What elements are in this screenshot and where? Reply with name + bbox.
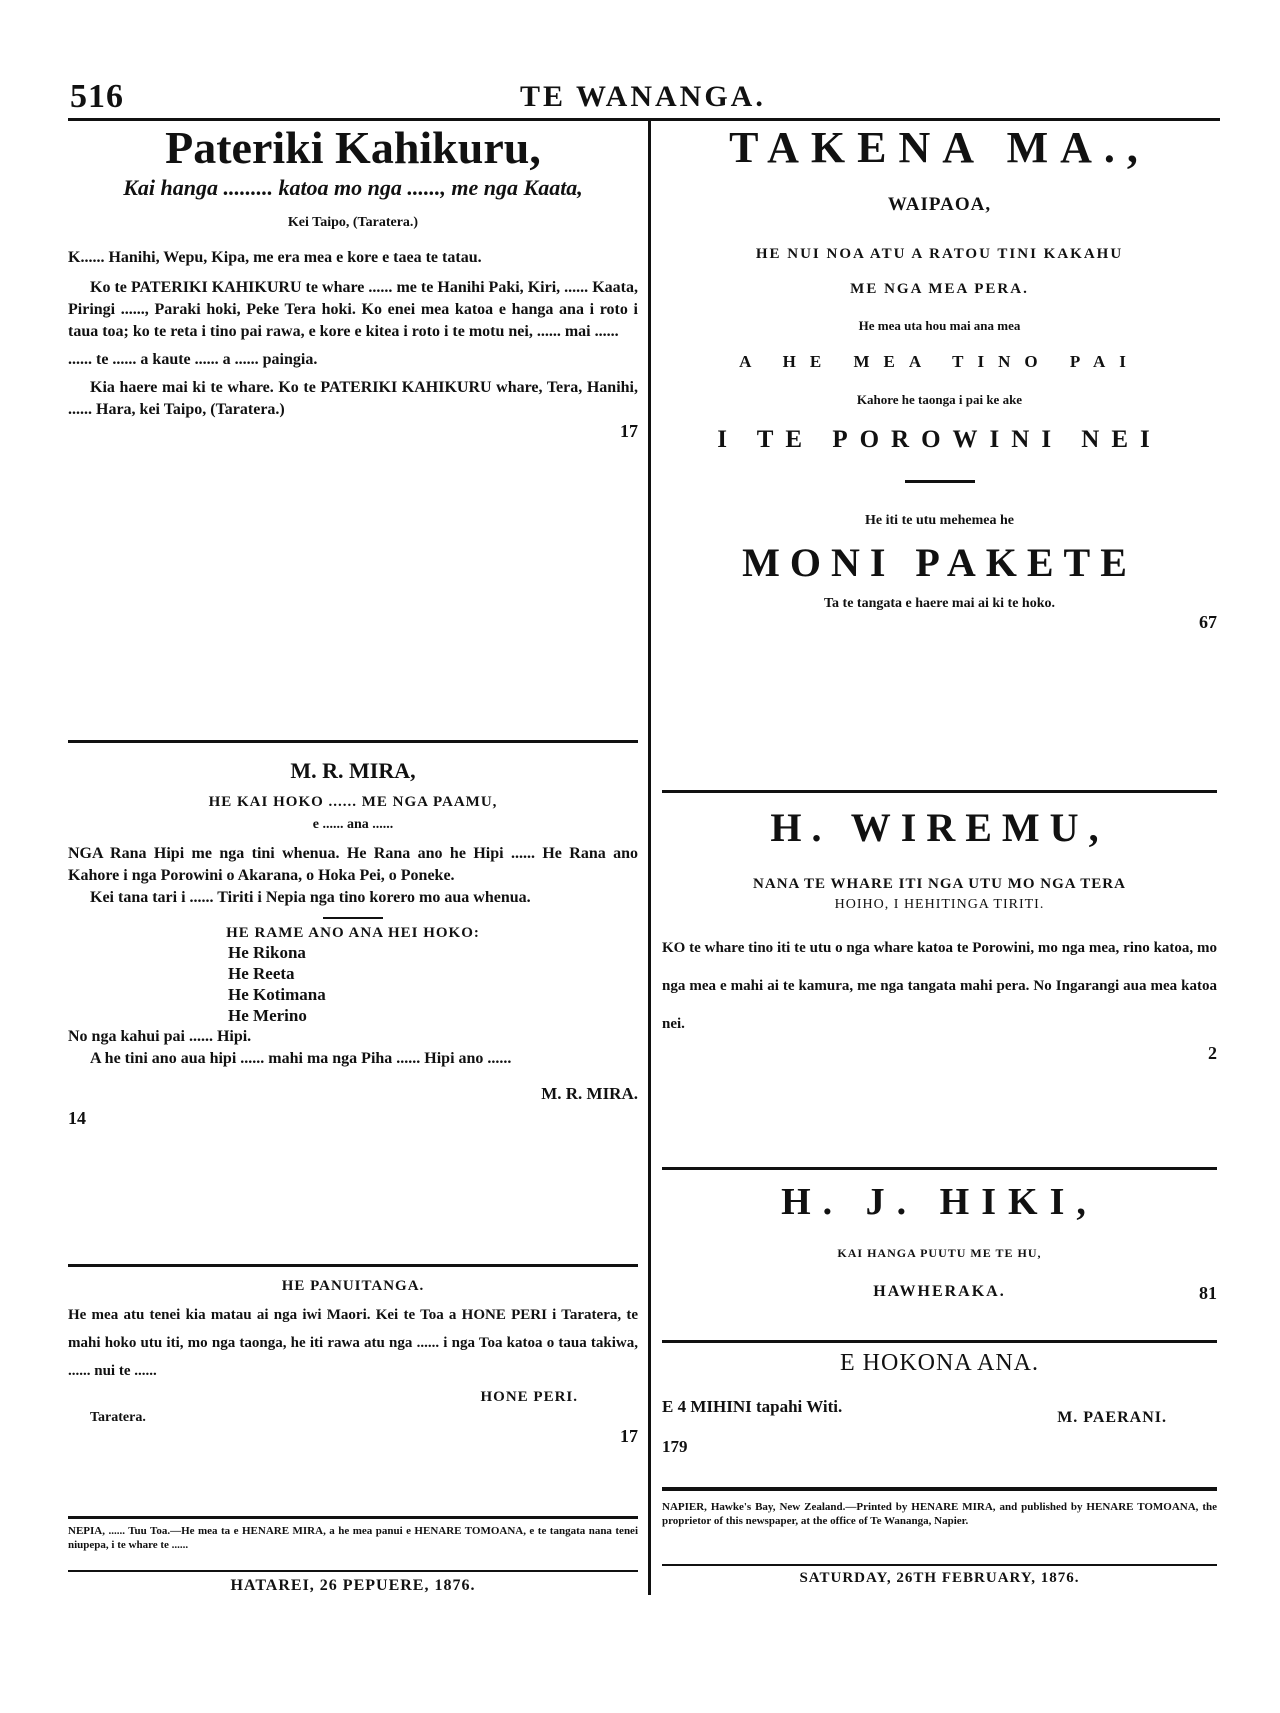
section-rule [662, 790, 1217, 793]
ad-heading: HE RAME ANO ANA HEI HOKO: [226, 925, 480, 941]
ad-body: Ko te PATERIKI KAHIKURU te whare ...... me te Hanihi Paki, Kiri, ...... Kaata, Piringi ......, Paraki hoki, Peke Tera hoki. Ko enei mea katoa e hanga ana i roto i taua toa; ko te reta i tino pai rawa, e kore e kitea i roto i te motu nei, ...... mai ...... [68, 279, 638, 340]
ad-title: Pateriki Kahikuru, [165, 122, 541, 173]
column-divider [648, 120, 651, 1595]
list-item: He Rikona [228, 943, 306, 962]
ad-subtitle: NANA TE WHARE ITI NGA UTU MO NGA TERA [753, 876, 1126, 892]
ad-body: He mea atu tenei kia matau ai nga iwi Maori. Kei te Toa a HONE PERI i Taratera, te mahi hoko utu iti, mo nga taonga, he iti rawa atu nga ...... i nga Toa katoa o taua takiwa, ...... nui te ...... [68, 1307, 638, 1379]
ad-line: He mea uta hou mai ana mea [858, 318, 1021, 333]
ad-place: WAIPAOA, [887, 194, 992, 215]
short-rule [323, 917, 383, 919]
ad-subtitle: KAI HANGA PUUTU ME TE HU, [837, 1246, 1042, 1260]
ad-number: 81 [1199, 1283, 1217, 1303]
ad-hiki [662, 1180, 1217, 1313]
list-item: He Reeta [228, 964, 295, 983]
ad-hokona [662, 1350, 1217, 1457]
section-rule [68, 1570, 638, 1572]
ad-number: 67 [1199, 612, 1217, 632]
ad-takena [662, 122, 1217, 633]
breed-list [68, 942, 638, 1026]
ad-body: Kia haere mai ki te whare. Ko te PATERIKI KAHIKURU whare, Tera, Hanihi, ...... Hara, kei Taipo, (Taratera.) [68, 379, 638, 418]
ad-body: KO te whare tino iti te utu o nga whare katoa te Porowini, mo nga mea, rino katoa, mo nga mea e mahi ai te kamura, me nga tangata mahi pera. No Ingarangi aua mea katoa nei. [662, 940, 1217, 1032]
ad-place: HAWHERAKA. [873, 1283, 1006, 1300]
ad-line: Kahore he taonga i pai ke ake [856, 392, 1023, 407]
ad-title: H. J. HIKI, [781, 1181, 1098, 1223]
ad-title: TAKENA MA., [729, 123, 1150, 172]
list-item: He Merino [228, 1006, 307, 1025]
ad-body: NGA Rana Hipi me nga tini whenua. He Rana ano he Hipi ...... He Rana ano Kahore i nga Porowini o Akarana, o Hoka Pei, o Poneke. [68, 845, 638, 884]
short-rule [905, 480, 975, 483]
ad-line: Ta te tangata e haere mai ai ki te hoko. [824, 596, 1055, 611]
ad-mira [68, 758, 638, 1129]
ad-place: Kei Taipo, (Taratera.) [287, 215, 419, 230]
header-rule [68, 118, 1220, 121]
section-rule [662, 1167, 1217, 1170]
imprint: NAPIER, Hawke's Bay, New Zealand.—Printed by HENARE MIRA, and published by HENARE TOMOANA, the proprietor of this newspaper, at the office of Te Wananga, Napier. [662, 1501, 1217, 1527]
ad-line: e ...... ana ...... [312, 817, 394, 832]
ad-line: HE NUI NOA ATU A RATOU TINI KAKAHU [755, 246, 1124, 262]
ad-body: Kei tana tari i ...... Tiriti i Nepia nga tino korero mo aua whenua. [90, 889, 531, 906]
page-number: 516 [70, 78, 124, 115]
section-rule [662, 1564, 1217, 1566]
ad-footer-row [662, 1283, 1217, 1313]
ad-body: E 4 MIHINI tapahi Witi. [662, 1397, 843, 1416]
ad-title: E HOKONA ANA. [840, 1350, 1039, 1376]
ad-line: I TE POROWINI NEI [717, 426, 1162, 453]
ad-number: 17 [620, 421, 638, 441]
ad-body: ...... te ...... a kaute ...... a ...... paingia. [68, 351, 318, 368]
page-header [70, 78, 1220, 118]
masthead: TE WANANGA. [520, 80, 766, 113]
section-rule [662, 1340, 1217, 1343]
ad-line: He iti te utu mehemea he [865, 513, 1014, 528]
ad-number: 2 [1208, 1043, 1217, 1063]
issue-date: SATURDAY, 26TH FEBRUARY, 1876. [799, 1570, 1080, 1586]
ad-body: A he tini ano aua hipi ...... mahi ma nga Piha ...... Hipi ano ...... [90, 1050, 512, 1067]
ad-pateriki [68, 122, 638, 442]
ad-body-row [662, 1397, 1217, 1437]
ad-subtitle: HOIHO, I HEHITINGA TIRITI. [834, 897, 1045, 912]
issue-date: HATAREI, 26 PEPUERE, 1876. [230, 1577, 476, 1594]
ad-panuitanga [68, 1278, 638, 1447]
ad-body: K...... Hanihi, Wepu, Kipa, me era mea e kore e taea te tatau. [68, 249, 482, 266]
section-rule [68, 1516, 638, 1519]
ad-signature: M. PAERANI. [1057, 1409, 1167, 1426]
ad-number: 179 [662, 1437, 688, 1456]
ad-line: ME NGA MEA PERA. [850, 281, 1029, 297]
section-rule [68, 1264, 638, 1267]
section-rule [68, 740, 638, 743]
ad-title: M. R. MIRA, [290, 758, 416, 783]
ad-title: HE PANUITANGA. [281, 1278, 425, 1294]
ad-number: 14 [68, 1108, 86, 1128]
ad-signature: M. R. MIRA. [541, 1084, 638, 1103]
ad-line: A HE MEA TINO PAI [739, 352, 1140, 371]
imprint: NEPIA, ...... Tuu Toa.—He mea ta e HENARE MIRA, a he mea panui e HENARE TOMOANA, e te tangata nana tenei niupepa, i te whare te ...... [68, 1525, 638, 1551]
list-item: He Kotimana [228, 985, 326, 1004]
ad-body: No nga kahui pai ...... Hipi. [68, 1028, 252, 1045]
ad-subtitle: Kai hanga ......... katoa mo nga ......, me nga Kaata, [123, 175, 583, 200]
ad-number: 17 [620, 1426, 638, 1446]
ad-subtitle: HE KAI HOKO ...... ME NGA PAAMU, [208, 794, 498, 810]
ad-title: H. WIREMU, [770, 805, 1109, 850]
section-rule [662, 1487, 1217, 1491]
ad-wiremu [662, 806, 1217, 1064]
ad-line: MONI PAKETE [742, 540, 1137, 585]
ad-signature: HONE PERI. [480, 1389, 578, 1405]
ad-place: Taratera. [90, 1410, 146, 1425]
